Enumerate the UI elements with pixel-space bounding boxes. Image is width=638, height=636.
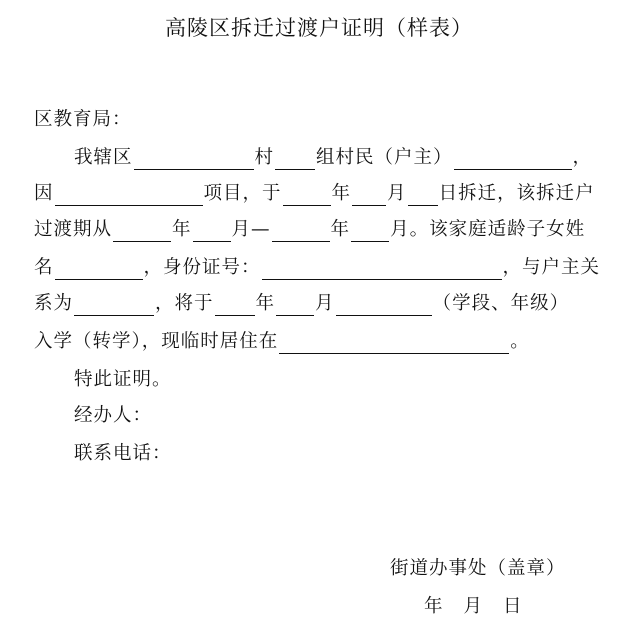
date-year: 年 [424,596,444,617]
relationship-blank[interactable] [74,295,154,316]
text-segment: ，将于 [155,293,214,314]
text-segment: 过渡期从 [34,219,113,240]
phone-label: 联系电话： [74,443,172,464]
text-segment: 月。该家庭适龄子女姓 [390,219,586,240]
enroll-year-blank[interactable] [215,295,255,316]
paragraph-line-1 [74,146,592,170]
handler-label: 经办人： [74,405,153,426]
paragraph-line-6 [34,330,530,354]
text-segment: 年 [172,219,192,240]
enroll-month-blank[interactable] [276,295,314,316]
text-segment: ， [572,147,593,168]
text-segment: 我辖区 [74,147,133,168]
paragraph-line-2 [34,182,595,206]
householder-blank[interactable] [454,149,572,170]
text-segment: 入学（转学），现临时居住在 [34,331,279,352]
demolition-year-blank[interactable] [283,185,331,206]
village-blank[interactable] [134,149,254,170]
text-segment: 月— [231,219,271,240]
text-segment: 系为 [34,293,74,314]
addressee: 区教育局： [34,109,132,130]
transition-end-month-blank[interactable] [351,221,389,242]
text-segment: 年 [255,293,276,314]
text-segment: 。 [510,331,530,352]
certify-statement: 特此证明。 [74,369,172,390]
child-name-blank[interactable] [55,259,143,280]
transition-start-year-blank[interactable] [113,221,171,242]
text-segment: ，身份证号： [143,257,261,278]
transition-end-year-blank[interactable] [272,221,330,242]
id-number-blank[interactable] [262,259,502,280]
text-segment: 名 [34,257,54,278]
group-blank[interactable] [275,149,315,170]
text-segment: 月 [387,183,407,204]
project-blank[interactable] [55,185,203,206]
text-segment: 日拆迁，该拆迁户 [438,183,595,204]
paragraph-line-4 [34,256,600,280]
paragraph-line-3 [34,218,585,242]
demolition-day-blank[interactable] [408,185,438,206]
text-segment: 项目，于 [203,183,282,204]
residence-blank[interactable] [279,333,509,354]
text-segment: 月 [315,293,335,314]
text-segment: 村 [254,147,275,168]
office-seal-label: 街道办事处（盖章） [390,558,566,579]
transition-start-month-blank[interactable] [193,221,231,242]
page-title: 高陵区拆迁过渡户证明（样表） [165,16,473,40]
text-segment: 年 [330,219,351,240]
text-segment: 组村民（户主） [316,147,453,168]
text-segment: 因 [34,183,54,204]
grade-blank[interactable] [336,295,432,316]
demolition-month-blank[interactable] [352,185,386,206]
paragraph-line-5 [34,292,569,316]
text-segment: 年 [331,183,352,204]
date-day: 日 [503,596,523,617]
date-month: 月 [463,596,484,617]
signature-date [424,592,523,618]
text-segment: （学段、年级） [432,293,570,314]
text-segment: ，与户主关 [502,257,601,278]
